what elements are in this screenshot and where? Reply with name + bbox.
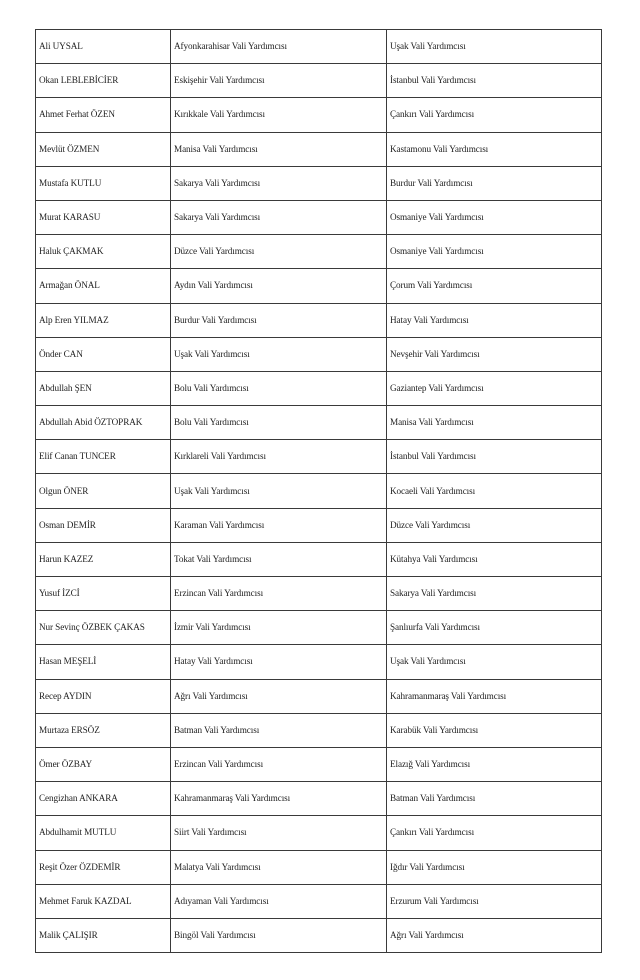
- current-post-cell: Bingöl Vali Yardımcısı: [171, 918, 387, 952]
- table-row: [36, 98, 602, 132]
- table-row: [36, 371, 602, 405]
- table-row: [36, 303, 602, 337]
- table-row: [36, 713, 602, 747]
- person-name-cell: Ali UYSAL: [36, 30, 171, 64]
- current-post-cell: Afyonkarahisar Vali Yardımcısı: [171, 30, 387, 64]
- new-post-cell: Batman Vali Yardımcısı: [387, 782, 602, 816]
- current-post-cell: Uşak Vali Yardımcısı: [171, 474, 387, 508]
- new-post-cell: İstanbul Vali Yardımcısı: [387, 440, 602, 474]
- new-post-cell: Çankırı Vali Yardımcısı: [387, 98, 602, 132]
- new-post-cell: Kastamonu Vali Yardımcısı: [387, 132, 602, 166]
- person-name-cell: Ömer ÖZBAY: [36, 747, 171, 781]
- table-body: [36, 30, 602, 953]
- person-name-cell: Mustafa KUTLU: [36, 166, 171, 200]
- person-name-cell: Armağan ÖNAL: [36, 269, 171, 303]
- current-post-cell: Batman Vali Yardımcısı: [171, 713, 387, 747]
- current-post-cell: İzmir Vali Yardımcısı: [171, 611, 387, 645]
- person-name-cell: Cengizhan ANKARA: [36, 782, 171, 816]
- current-post-cell: Tokat Vali Yardımcısı: [171, 542, 387, 576]
- new-post-cell: Şanlıurfa Vali Yardımcısı: [387, 611, 602, 645]
- document-page: [35, 29, 601, 953]
- table-row: [36, 816, 602, 850]
- person-name-cell: Alp Eren YILMAZ: [36, 303, 171, 337]
- person-name-cell: Okan LEBLEBİCİER: [36, 64, 171, 98]
- current-post-cell: Karaman Vali Yardımcısı: [171, 508, 387, 542]
- table-row: [36, 918, 602, 952]
- person-name-cell: Olgun ÖNER: [36, 474, 171, 508]
- current-post-cell: Erzincan Vali Yardımcısı: [171, 577, 387, 611]
- table-row: [36, 542, 602, 576]
- current-post-cell: Malatya Vali Yardımcısı: [171, 850, 387, 884]
- table-row: [36, 884, 602, 918]
- new-post-cell: Hatay Vali Yardımcısı: [387, 303, 602, 337]
- new-post-cell: Kahramanmaraş Vali Yardımcısı: [387, 679, 602, 713]
- new-post-cell: Gaziantep Vali Yardımcısı: [387, 371, 602, 405]
- current-post-cell: Erzincan Vali Yardımcısı: [171, 747, 387, 781]
- table-row: [36, 235, 602, 269]
- current-post-cell: Burdur Vali Yardımcısı: [171, 303, 387, 337]
- new-post-cell: Osmaniye Vali Yardımcısı: [387, 200, 602, 234]
- new-post-cell: Osmaniye Vali Yardımcısı: [387, 235, 602, 269]
- table-row: [36, 474, 602, 508]
- current-post-cell: Aydın Vali Yardımcısı: [171, 269, 387, 303]
- current-post-cell: Bolu Vali Yardımcısı: [171, 371, 387, 405]
- new-post-cell: Uşak Vali Yardımcısı: [387, 30, 602, 64]
- person-name-cell: Mevlüt ÖZMEN: [36, 132, 171, 166]
- current-post-cell: Bolu Vali Yardımcısı: [171, 406, 387, 440]
- current-post-cell: Ağrı Vali Yardımcısı: [171, 679, 387, 713]
- new-post-cell: Düzce Vali Yardımcısı: [387, 508, 602, 542]
- new-post-cell: Manisa Vali Yardımcısı: [387, 406, 602, 440]
- current-post-cell: Sakarya Vali Yardımcısı: [171, 166, 387, 200]
- new-post-cell: Çankırı Vali Yardımcısı: [387, 816, 602, 850]
- new-post-cell: Erzurum Vali Yardımcısı: [387, 884, 602, 918]
- current-post-cell: Hatay Vali Yardımcısı: [171, 645, 387, 679]
- current-post-cell: Manisa Vali Yardımcısı: [171, 132, 387, 166]
- table-row: [36, 508, 602, 542]
- table-row: [36, 406, 602, 440]
- current-post-cell: Sakarya Vali Yardımcısı: [171, 200, 387, 234]
- table-row: [36, 200, 602, 234]
- current-post-cell: Kırklareli Vali Yardımcısı: [171, 440, 387, 474]
- table-row: [36, 679, 602, 713]
- new-post-cell: Kütahya Vali Yardımcısı: [387, 542, 602, 576]
- new-post-cell: İstanbul Vali Yardımcısı: [387, 64, 602, 98]
- current-post-cell: Kahramanmaraş Vali Yardımcısı: [171, 782, 387, 816]
- new-post-cell: Kocaeli Vali Yardımcısı: [387, 474, 602, 508]
- new-post-cell: Nevşehir Vali Yardımcısı: [387, 337, 602, 371]
- new-post-cell: Çorum Vali Yardımcısı: [387, 269, 602, 303]
- current-post-cell: Eskişehir Vali Yardımcısı: [171, 64, 387, 98]
- current-post-cell: Düzce Vali Yardımcısı: [171, 235, 387, 269]
- person-name-cell: Malik ÇALIŞIR: [36, 918, 171, 952]
- table-row: [36, 64, 602, 98]
- table-row: [36, 611, 602, 645]
- table-row: [36, 269, 602, 303]
- current-post-cell: Adıyaman Vali Yardımcısı: [171, 884, 387, 918]
- table-row: [36, 850, 602, 884]
- new-post-cell: Burdur Vali Yardımcısı: [387, 166, 602, 200]
- person-name-cell: Harun KAZEZ: [36, 542, 171, 576]
- new-post-cell: Iğdır Vali Yardımcısı: [387, 850, 602, 884]
- table-row: [36, 30, 602, 64]
- person-name-cell: Elif Canan TUNCER: [36, 440, 171, 474]
- table-row: [36, 132, 602, 166]
- person-name-cell: Osman DEMİR: [36, 508, 171, 542]
- table-row: [36, 577, 602, 611]
- new-post-cell: Ağrı Vali Yardımcısı: [387, 918, 602, 952]
- person-name-cell: Yusuf İZCİ: [36, 577, 171, 611]
- current-post-cell: Kırıkkale Vali Yardımcısı: [171, 98, 387, 132]
- appointment-table: [35, 29, 602, 953]
- table-row: [36, 166, 602, 200]
- person-name-cell: Hasan MEŞELİ: [36, 645, 171, 679]
- person-name-cell: Nur Sevinç ÖZBEK ÇAKAS: [36, 611, 171, 645]
- person-name-cell: Önder CAN: [36, 337, 171, 371]
- current-post-cell: Siirt Vali Yardımcısı: [171, 816, 387, 850]
- current-post-cell: Uşak Vali Yardımcısı: [171, 337, 387, 371]
- new-post-cell: Uşak Vali Yardımcısı: [387, 645, 602, 679]
- person-name-cell: Mehmet Faruk KAZDAL: [36, 884, 171, 918]
- person-name-cell: Haluk ÇAKMAK: [36, 235, 171, 269]
- person-name-cell: Murat KARASU: [36, 200, 171, 234]
- person-name-cell: Murtaza ERSÖZ: [36, 713, 171, 747]
- table-row: [36, 782, 602, 816]
- table-row: [36, 645, 602, 679]
- person-name-cell: Reşit Özer ÖZDEMİR: [36, 850, 171, 884]
- person-name-cell: Recep AYDIN: [36, 679, 171, 713]
- table-row: [36, 440, 602, 474]
- person-name-cell: Abdullah Abid ÖZTOPRAK: [36, 406, 171, 440]
- person-name-cell: Abdullah ŞEN: [36, 371, 171, 405]
- new-post-cell: Sakarya Vali Yardımcısı: [387, 577, 602, 611]
- new-post-cell: Karabük Vali Yardımcısı: [387, 713, 602, 747]
- person-name-cell: Ahmet Ferhat ÖZEN: [36, 98, 171, 132]
- new-post-cell: Elazığ Vali Yardımcısı: [387, 747, 602, 781]
- table-row: [36, 747, 602, 781]
- table-row: [36, 337, 602, 371]
- person-name-cell: Abdulhamit MUTLU: [36, 816, 171, 850]
